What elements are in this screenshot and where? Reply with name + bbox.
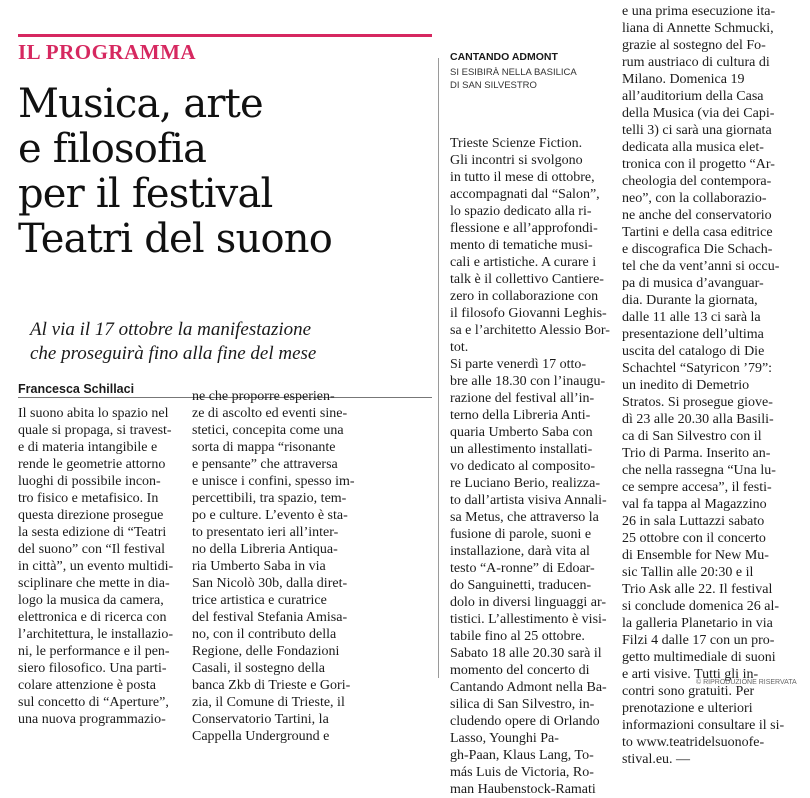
body-text-line: presentazione dell’ultima <box>622 327 764 342</box>
body-text-line: val fa tappa al Magazzino <box>622 497 767 512</box>
section-label: IL PROGRAMMA <box>18 40 197 64</box>
body-text-line: Tartini e della casa editrice <box>622 225 773 240</box>
body-text-line: Conservatorio Tartini, la <box>192 712 329 727</box>
body-text-line: cludendo opere di Orlando <box>450 714 600 729</box>
body-text-line: trice artistica e curatrice <box>192 593 327 608</box>
body-column-3 <box>450 135 612 798</box>
body-text-line: mento di tematiche musi- <box>450 238 593 253</box>
body-text-line: siero filosofico. Una parti- <box>18 661 167 676</box>
author-byline: Francesca Schillaci <box>18 382 135 396</box>
body-text-line: e discografica Die Schach- <box>622 242 773 257</box>
body-text-line: cali e artistiche. A curare i <box>450 255 597 270</box>
body-text-line: uscita del catalogo di Die <box>622 344 765 359</box>
body-text-line: banca Zkb di Trieste e Gori- <box>192 678 351 693</box>
body-text-line: luoghi di possibile incon- <box>18 474 161 489</box>
subheadline-line: Al via il 17 ottobre la manifestazione <box>30 319 312 340</box>
body-text-line: dedicata alla musica elet- <box>622 140 764 155</box>
body-text-line: 25 ottobre con il concerto <box>622 531 766 546</box>
subheadline <box>30 318 430 366</box>
body-text-line: po e culture. L’evento è sta- <box>192 508 348 523</box>
body-text-line: quaria Umberto Saba con <box>450 425 593 440</box>
body-text-line: tro fisico e metafisico. In <box>18 491 159 506</box>
headline-line: Musica, arte <box>18 81 263 127</box>
body-text-line: Trio di Parma. Inserito an- <box>622 446 771 461</box>
body-text-line: ne anche del conservatorio <box>622 208 772 223</box>
body-text-line: flessione e all’approfondi- <box>450 221 598 236</box>
body-text-line: liana di Annette Schmucki, <box>622 21 774 36</box>
body-text-line: ne che proporre esperien- <box>192 389 335 404</box>
body-text-line: do Sanguinetti, traducen- <box>450 578 592 593</box>
body-text-line: rende le geometrie attorno <box>18 457 166 472</box>
body-text-line: Cappella Underground e <box>192 729 330 744</box>
body-text-line: San Nicolò 30b, dalla diret- <box>192 576 348 591</box>
body-text-line: e unisce i confini, spesso im- <box>192 474 355 489</box>
body-text-line: il filosofo Giovanni Leghis- <box>450 306 607 321</box>
headline-line: per il festival <box>18 171 273 217</box>
body-text-line: rum austriaco di cultura di <box>622 55 770 70</box>
body-text-line: tronica con il progetto “Ar- <box>622 157 775 172</box>
photo-caption <box>450 66 577 92</box>
body-text-line: tel che da vent’anni si occu- <box>622 259 780 274</box>
body-text-line: Il suono abita lo spazio nel <box>18 406 169 421</box>
body-text-line: Casali, il sostegno della <box>192 661 325 676</box>
body-text-line: che nella rassegna “Una lu- <box>622 463 776 478</box>
body-text-line: dolo in diversi linguaggi ar- <box>450 595 607 610</box>
body-text-line: no, con il contributo della <box>192 627 337 642</box>
subheadline-line: che proseguirà fino alla fine del mese <box>30 343 317 364</box>
body-text-line: sul concetto di “Aperture”, <box>18 695 169 710</box>
body-text-line: vo dedicato al composito- <box>450 459 596 474</box>
body-text-line: Filzi 4 dalle 17 con un pro- <box>622 633 775 648</box>
body-text-line: e pensante” che attraversa <box>192 457 338 472</box>
body-text-line: razione del festival all’in- <box>450 391 595 406</box>
body-text-line: all’auditorium della Casa <box>622 89 764 104</box>
body-text-line: installazione, darà vita al <box>450 544 590 559</box>
section-accent-bar <box>18 34 432 37</box>
body-text-line: pa di musica d’avanguar- <box>622 276 764 291</box>
photo-caption-line: DI SAN SILVESTRO <box>450 80 537 91</box>
body-text-line: gh-Paan, Klaus Lang, To- <box>450 748 594 763</box>
photo-caption-title: CANTANDO ADMONT <box>450 51 558 63</box>
body-text-line: del suono” con “Il festival <box>18 542 165 557</box>
body-text-line: Trio Ask alle 22. Il festival <box>622 582 773 597</box>
body-text-line: un inedito di Demetrio <box>622 378 750 393</box>
body-text-line: no della Libreria Antiqua- <box>192 542 338 557</box>
body-text-line: della Musica (via dei Capi- <box>622 106 775 121</box>
body-text-line: e di materia intangibile e <box>18 440 158 455</box>
body-text-line: to dall’artista visiva Annali- <box>450 493 607 508</box>
body-text-line: telli 3) ci sarà una giornata <box>622 123 772 138</box>
body-text-line: stetici, concepita come una <box>192 423 344 438</box>
headline-line: Teatri del suono <box>18 216 332 262</box>
body-text-line: ria Umberto Saba in via <box>192 559 326 574</box>
body-text-line: bre alle 18.30 con l’inaugu- <box>450 374 606 389</box>
body-text-line: questa direzione prosegue <box>18 508 164 523</box>
body-text-line: ze di ascolto ed eventi sine- <box>192 406 348 421</box>
body-text-line: Gli incontri si svolgono <box>450 153 583 168</box>
body-text-line: Si parte venerdì 17 otto- <box>450 357 587 372</box>
body-text-line: l’architettura, le installazio- <box>18 627 174 642</box>
body-text-line: accompagnati dal “Salon”, <box>450 187 600 202</box>
copyright-notice: © RIPRODUZIONE RISERVATA <box>696 679 797 686</box>
body-text-line: neo”, con la collaborazio- <box>622 191 767 206</box>
body-text-line: dia. Durante la giornata, <box>622 293 758 308</box>
body-text-line: sa Metus, che attraverso la <box>450 510 599 525</box>
body-text-line: man Haubenstock-Ramati <box>450 782 596 797</box>
body-text-line: un allestimento installati- <box>450 442 593 457</box>
body-text-line: tot. <box>450 340 469 355</box>
body-text-line: silica di San Silvestro, in- <box>450 697 595 712</box>
body-text-line: Lasso, Younghi Pa- <box>450 731 559 746</box>
body-text-line: dalle 11 alle 13 ci sarà la <box>622 310 761 325</box>
headline-line: e filosofia <box>18 126 207 172</box>
body-text-line: elettronica e di ricerca con <box>18 610 167 625</box>
body-text-line: sciplinare che mette in dia- <box>18 576 170 591</box>
body-text-line: logo la musica da camera, <box>18 593 164 608</box>
body-text-line: informazioni consultare il si- <box>622 718 785 733</box>
body-text-line: ce sempre accesa”, il festi- <box>622 480 772 495</box>
body-text-line: ni, le performance e il pen- <box>18 644 170 659</box>
body-text-line: una nuova programmazio- <box>18 712 166 727</box>
body-text-line: to presentato ieri all’inter- <box>192 525 339 540</box>
body-text-line: Stratos. Si prosegue giove- <box>622 395 773 410</box>
body-text-line: in tutto il mese di ottobre, <box>450 170 595 185</box>
column-divider <box>438 58 439 678</box>
body-text-line: zia, il Comune di Trieste, il <box>192 695 345 710</box>
body-text-line: talk è il collettivo Cantiere- <box>450 272 604 287</box>
body-text-line: contri sono gratuiti. Per <box>622 684 755 699</box>
body-text-line: testo “A-ronne” di Edoar- <box>450 561 595 576</box>
body-text-line: in città”, un evento multidi- <box>18 559 174 574</box>
body-text-line: tistici. L’allestimento è visi- <box>450 612 607 627</box>
body-text-line: sa e l’architetto Alessio Bor- <box>450 323 610 338</box>
body-text-line: e arti visive. Tutti gli in- <box>622 667 759 682</box>
body-text-line: sic Tallin alle 20:30 e il <box>622 565 754 580</box>
body-text-line: stival.eu. — <box>622 752 691 767</box>
body-text-line: cheologia del contempora- <box>622 174 772 189</box>
body-text-line: lo spazio dedicato alla ri- <box>450 204 592 219</box>
body-text-line: grazie al sostegno del Fo- <box>622 38 766 53</box>
body-text-line: Cantando Admont nella Ba- <box>450 680 607 695</box>
body-text-line: Schachtel “Satyricon ’79”: <box>622 361 773 376</box>
body-text-line: prenotazione e ulteriori <box>622 701 753 716</box>
body-text-line: Regione, delle Fondazioni <box>192 644 340 659</box>
body-text-line: colare attenzione è posta <box>18 678 156 693</box>
body-text-line: sorta di mappa “risonante <box>192 440 336 455</box>
body-text-line: quale si propaga, si travest- <box>18 423 172 438</box>
body-text-line: to www.teatridelsuonofe- <box>622 735 765 750</box>
body-text-line: 26 in sala Luttazzi sabato <box>622 514 765 529</box>
body-text-line: ca di San Silvestro con il <box>622 429 762 444</box>
body-text-line: momento del concerto di <box>450 663 590 678</box>
body-text-line: si conclude domenica 26 al- <box>622 599 780 614</box>
body-text-line: e una prima esecuzione ita- <box>622 4 776 19</box>
body-text-line: di Ensemble for New Mu- <box>622 548 769 563</box>
body-text-line: zero in collaborazione con <box>450 289 599 304</box>
body-text-line: percettibili, tra spazio, tem- <box>192 491 347 506</box>
headline <box>18 82 448 262</box>
body-text-line: Sabato 18 alle 20.30 sarà il <box>450 646 602 661</box>
body-text-line: del festival Stefania Amisa- <box>192 610 348 625</box>
body-text-line: fusione di parole, suoni e <box>450 527 592 542</box>
body-text-line: Trieste Scienze Fiction. <box>450 136 583 151</box>
body-column-1 <box>18 405 178 728</box>
photo-caption-line: SI ESIBIRÀ NELLA BASILICA <box>450 67 577 78</box>
body-text-line: Milano. Domenica 19 <box>622 72 745 87</box>
body-text-line: tabile fino al 25 ottobre. <box>450 629 585 644</box>
body-text-line: getto multimediale di suoni <box>622 650 776 665</box>
body-text-line: re Luciano Berio, realizza- <box>450 476 601 491</box>
body-text-line: más Luis de Victoria, Ro- <box>450 765 594 780</box>
body-text-line: terno della Libreria Anti- <box>450 408 591 423</box>
body-column-2 <box>192 388 360 745</box>
body-text-line: la galleria Planetario in via <box>622 616 773 631</box>
body-column-4 <box>622 3 792 768</box>
body-text-line: dì 23 alle 20.30 alla Basili- <box>622 412 774 427</box>
body-text-line: la sesta edizione di “Teatri <box>18 525 167 540</box>
